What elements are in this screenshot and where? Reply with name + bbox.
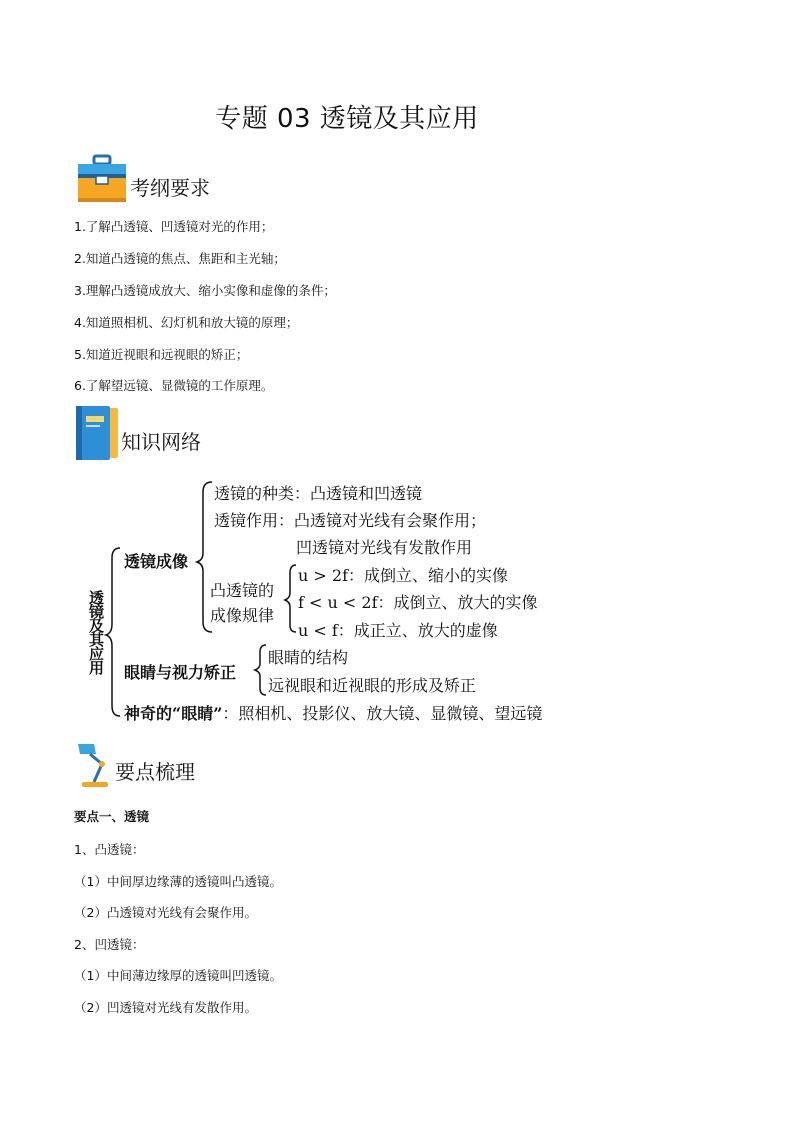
concave-lens-item-1: （1）中间薄边缘厚的透镜叫凹透镜。 [74, 968, 282, 983]
map-rule-label-2: 成像规律 [210, 606, 275, 625]
section-heading-points: 要点梳理 [115, 760, 195, 784]
desk-lamp-icon [72, 740, 116, 788]
book-icon [74, 404, 120, 462]
convex-lens-item-2: （2）凸透镜对光线有会聚作用。 [74, 905, 257, 920]
requirement-item-1: 1.了解凸透镜、凹透镜对光的作用； [74, 219, 274, 234]
convex-lens-heading: 1、凸透镜： [74, 842, 145, 857]
concave-lens-heading: 2、凹透镜： [74, 937, 145, 952]
map-rule-2: f < u < 2f：成倒立、放大的实像 [298, 593, 538, 612]
map-branch-eye: 眼睛与视力矫正 [124, 663, 237, 682]
map-lens-kinds: 透镜的种类：凸透镜和凹透镜 [214, 484, 423, 503]
map-eye-correction: 远视眼和近视眼的形成及矫正 [268, 676, 477, 695]
map-branch-optical-instruments [124, 701, 542, 724]
section-heading-requirements: 考纲要求 [130, 176, 210, 200]
map-lens-action-convex: 透镜作用：凸透镜对光线有会聚作用； [214, 511, 487, 530]
requirement-item-6: 6.了解望远镜、显微镜的工作原理。 [74, 378, 274, 393]
convex-lens-item-1: （1）中间厚边缘薄的透镜叫凸透镜。 [74, 874, 282, 889]
requirement-item-5: 5.知道近视眼和远视眼的矫正； [74, 347, 249, 362]
section-heading-network: 知识网络 [121, 430, 201, 454]
point-1-title: 要点一、透镜 [74, 809, 150, 824]
map-rule-3: u < f：成正立、放大的虚像 [298, 621, 498, 640]
briefcase-icon [74, 154, 130, 206]
map-rule-1: u > 2f：成倒立、缩小的实像 [298, 566, 508, 585]
map-branch-magic-eye-label: 神奇的“眼睛” [124, 704, 223, 723]
requirement-item-4: 4.知道照相机、幻灯机和放大镜的原理； [74, 315, 299, 330]
map-branch-lens-imaging: 透镜成像 [124, 552, 189, 571]
knowledge-map-root: 透镜及其应用 [87, 590, 105, 674]
concave-lens-item-2: （2）凹透镜对光线有发散作用。 [74, 1000, 257, 1015]
map-rule-label-1: 凸透镜的 [210, 581, 275, 600]
map-instrument-list: ：照相机、投影仪、放大镜、显微镜、望远镜 [222, 704, 543, 723]
requirement-item-2: 2.知道凸透镜的焦点、焦距和主光轴； [74, 251, 286, 266]
requirement-item-3: 3.理解凸透镜成放大、缩小实像和虚像的条件； [74, 283, 336, 298]
map-eye-structure: 眼睛的结构 [268, 648, 349, 667]
page-title: 专题 03 透镜及其应用 [215, 104, 479, 134]
map-lens-action-concave: 凹透镜对光线有发散作用 [296, 538, 473, 557]
